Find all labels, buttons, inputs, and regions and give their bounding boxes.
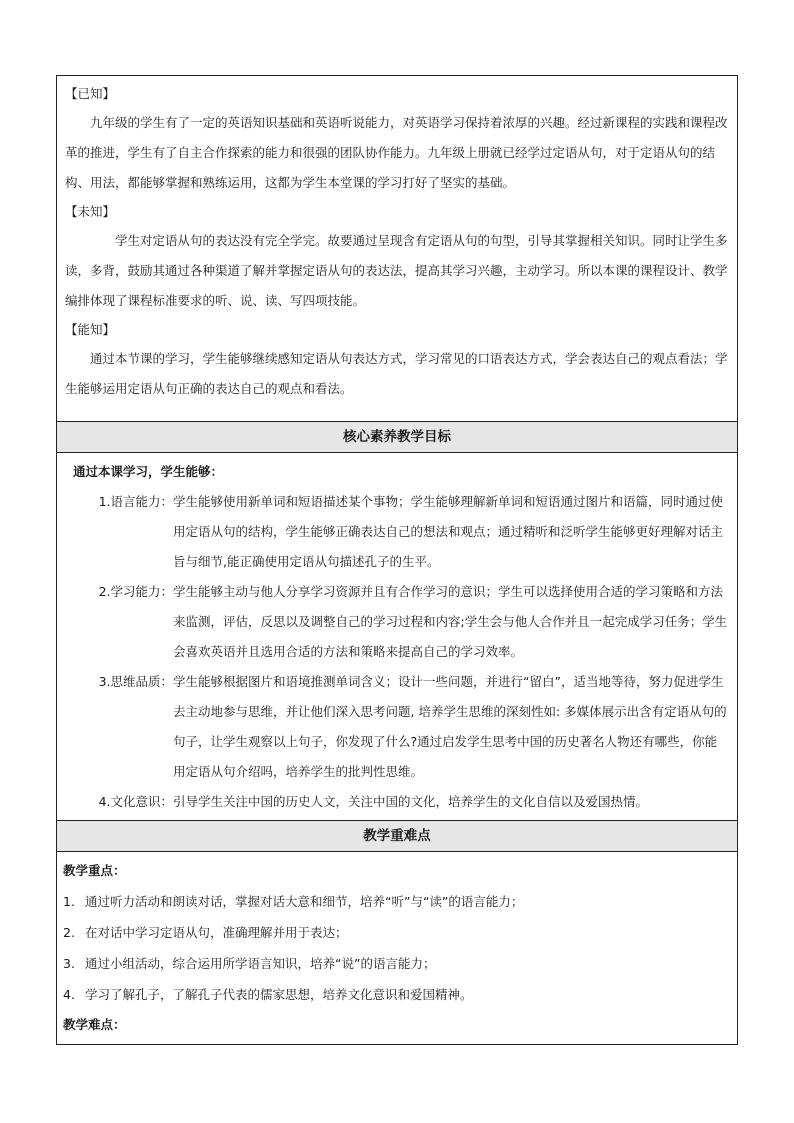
focus-item-text: 通过听力活动和朗读对话，掌握对话大意和细节，培养“听”与“读”的语言能力； [85, 894, 524, 909]
difficulty-heading: 教学难点： [63, 1017, 126, 1032]
goal-text: 引导学生关注中国的历史人文，关注中国的文化，培养学生的文化自信以及爱国热情。 [173, 794, 649, 809]
known-heading: 【已知】 [65, 86, 116, 101]
goal-text: 学生能够根据图片和语境推测单词含义；设计一些问题，并进行“留白”，适当地等待，努力促进学生去主动地参与思维，并让他们深入思考问题, 培养学生思维的深刻性如: 多媒体展示出含有定语从句的句子，让学生观察以上句子，你发现了什么?通过启发学生思考中国的历史著名人物还有哪些，你能用定语从句介绍吗，培养学生的批判性思维。 [173, 674, 727, 779]
focus-item [63, 979, 731, 1010]
goals-cell [57, 453, 737, 821]
goal-item [65, 487, 729, 577]
focus-item [63, 886, 731, 917]
goal-label: 3.思维品质： [98, 674, 173, 689]
focus-item-text: 学习了解孔子，了解孔子代表的儒家思想，培养文化意识和爱国精神。 [85, 987, 473, 1002]
goal-label: 4.文化意识： [98, 794, 173, 809]
goal-label: 2.学习能力： [98, 584, 173, 599]
focus-item [63, 917, 731, 948]
goals-intro: 通过本课学习，学生能够： [73, 464, 224, 479]
unknown-heading: 【未知】 [65, 204, 116, 219]
goal-text: 学生能够使用新单词和短语描述某个事物；学生能够理解新单词和短语通过图片和语篇，同时通过使用定语从句的结构，学生能够正确表达自己的想法和观点；通过精听和泛听学生能够更好理解对话主旨与细节,能正确使用定语从句描述孔子的生平。 [173, 494, 724, 569]
goals-band-title: 核心素养教学目标 [57, 422, 737, 453]
keypoints-cell [57, 852, 737, 1044]
goal-item [65, 577, 729, 667]
goal-label: 1.语言能力： [98, 494, 173, 509]
can-know-paragraph: 通过本节课的学习，学生能够继续感知定语从句表达方式，学习常见的口语表达方式，学会表达自己的观点看法；学生能够运用定语从句正确的表达自己的观点和看法。 [65, 351, 728, 396]
known-paragraph: 九年级的学生有了一定的英语知识基础和英语听说能力，对英语学习保持着浓厚的兴趣。经过新课程的实践和课程改革的推进，学生有了自主合作探索的能力和很强的团队协作能力。九年级上册就已经学过定语从句，对于定语从句的结构、用法，都能够掌握和熟练运用，这都为学生本堂课的学习打好了坚实的基础。 [65, 115, 728, 190]
focus-item-number: 2. [63, 925, 75, 940]
goal-text: 学生能够主动与他人分享学习资源并且有合作学习的意识；学生可以选择使用合适的学习策略和方法来监测，评估，反思以及调整自己的学习过程和内容;学生会与他人合作并且一起完成学习任务；学生会喜欢英语并且选用合适的方法和策略来提高自己的学习效率。 [173, 584, 728, 659]
focus-item-number: 3. [63, 956, 75, 971]
lesson-plan-table [56, 75, 738, 1045]
unknown-paragraph: 学生对定语从句的表达没有完全学完。故要通过呈现含有定语从句的句型，引导其掌握相关知识。同时让学生多读，多背，鼓励其通过各种渠道了解并掌握定语从句的表达法，提高其学习兴趣，主动学习。所以本课的课程设计、教学编排体现了课程标准要求的听、说、读、写四项技能。 [65, 233, 728, 308]
focus-item-number: 4. [63, 987, 75, 1002]
focus-item [63, 948, 731, 979]
goal-item [65, 667, 729, 787]
can-know-heading: 【能知】 [65, 322, 116, 337]
keypoints-band-title: 教学重难点 [57, 821, 737, 852]
learner-analysis-cell [57, 76, 737, 422]
focus-item-number: 1. [63, 894, 75, 909]
focus-heading: 教学重点： [63, 863, 126, 878]
focus-item-text: 通过小组活动，综合运用所学语言知识，培养“说”的语言能力； [85, 956, 436, 971]
goal-item [65, 787, 729, 817]
focus-item-text: 在对话中学习定语从句，准确理解并用于表达； [85, 925, 348, 940]
